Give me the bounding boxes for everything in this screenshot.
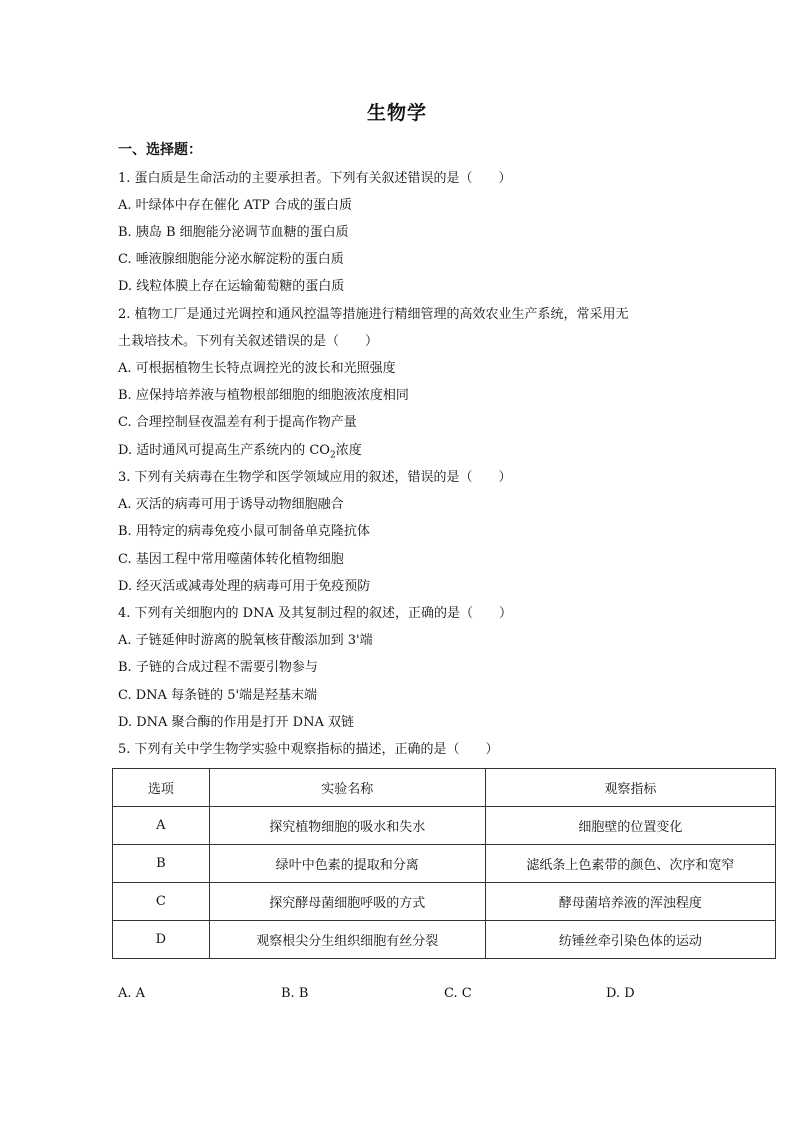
q1-option-d: D. 线粒体膜上存在运输葡萄糖的蛋白质	[118, 279, 345, 294]
row-observation: 细胞壁的位置变化	[485, 807, 775, 845]
table-row	[113, 883, 776, 921]
q3-stem: 3. 下列有关病毒在生物学和医学领域应用的叙述，错误的是（ ）	[118, 470, 512, 485]
q3-option-d: D. 经灭活或减毒处理的病毒可用于免疫预防	[118, 579, 371, 594]
row-option: B	[113, 845, 210, 883]
table-row	[113, 807, 776, 845]
q5-stem: 5. 下列有关中学生物学实验中观察指标的描述，正确的是（ ）	[118, 742, 499, 757]
q4-option-a: A. 子链延伸时游离的脱氧核苷酸添加到 3'端	[118, 633, 373, 648]
q2-option-c: C. 合理控制昼夜温差有利于提高作物产量	[118, 415, 357, 430]
q5-answer-a: A. A	[118, 986, 146, 1001]
table-row	[113, 845, 776, 883]
q1-option-c: C. 唾液腺细胞能分泌水解淀粉的蛋白质	[118, 252, 344, 267]
header-observation-index: 观察指标	[485, 769, 775, 807]
q1-option-a: A. 叶绿体中存在催化 ATP 合成的蛋白质	[118, 198, 353, 213]
q2-option-d-suffix: 浓度	[335, 443, 362, 458]
q2-option-b: B. 应保持培养液与植物根部细胞的细胞液浓度相同	[118, 388, 409, 403]
q5-answer-d: D. D	[606, 986, 635, 1001]
row-observation: 酵母菌培养液的浑浊程度	[485, 883, 775, 921]
q3-option-a: A. 灭活的病毒可用于诱导动物细胞融合	[118, 497, 344, 512]
table-header-row	[113, 769, 776, 807]
q2-option-d-subscript: 2	[329, 450, 336, 461]
row-experiment: 探究酵母菌细胞呼吸的方式	[209, 883, 485, 921]
row-experiment: 观察根尖分生组织细胞有丝分裂	[209, 921, 485, 959]
table-row	[113, 921, 776, 959]
row-option: D	[113, 921, 210, 959]
q4-option-b: B. 子链的合成过程不需要引物参与	[118, 660, 318, 675]
section-heading: 一、选择题：	[118, 142, 202, 158]
q5-answer-choices	[0, 986, 794, 1006]
q2-stem-line2: 土栽培技术。下列有关叙述错误的是（ ）	[118, 334, 379, 349]
row-observation: 滤纸条上色素带的颜色、次序和宽窄	[485, 845, 775, 883]
header-option: 选项	[113, 769, 210, 807]
row-observation: 纺锤丝牵引染色体的运动	[485, 921, 775, 959]
row-option: C	[113, 883, 210, 921]
header-experiment-name: 实验名称	[209, 769, 485, 807]
q4-stem: 4. 下列有关细胞内的 DNA 及其复制过程的叙述，正确的是（ ）	[118, 606, 512, 621]
q2-stem-line1: 2. 植物工厂是通过光调控和通风控温等措施进行精细管理的高效农业生产系统，常采用无	[118, 307, 629, 322]
q4-option-c: C. DNA 每条链的 5'端是羟基末端	[118, 688, 318, 703]
row-option: A	[113, 807, 210, 845]
row-experiment: 绿叶中色素的提取和分离	[209, 845, 485, 883]
page-title: 生物学	[366, 102, 427, 124]
q2-option-d	[118, 442, 362, 465]
q3-option-c: C. 基因工程中常用噬菌体转化植物细胞	[118, 552, 344, 567]
row-experiment: 探究植物细胞的吸水和失水	[209, 807, 485, 845]
q5-answer-b: B. B	[281, 986, 309, 1001]
experiment-table	[112, 768, 776, 959]
q3-option-b: B. 用特定的病毒免疫小鼠可制备单克隆抗体	[118, 524, 370, 539]
q1-option-b: B. 胰岛 B 细胞能分泌调节血糖的蛋白质	[118, 225, 349, 240]
q4-option-d: D. DNA 聚合酶的作用是打开 DNA 双链	[118, 715, 354, 730]
q5-answer-c: C. C	[444, 986, 472, 1001]
q2-option-a: A. 可根据植物生长特点调控光的波长和光照强度	[118, 361, 396, 376]
q2-option-d-text: D. 适时通风可提高生产系统内的 CO	[118, 443, 330, 458]
q1-stem: 1. 蛋白质是生命活动的主要承担者。下列有关叙述错误的是（ ）	[118, 171, 512, 186]
